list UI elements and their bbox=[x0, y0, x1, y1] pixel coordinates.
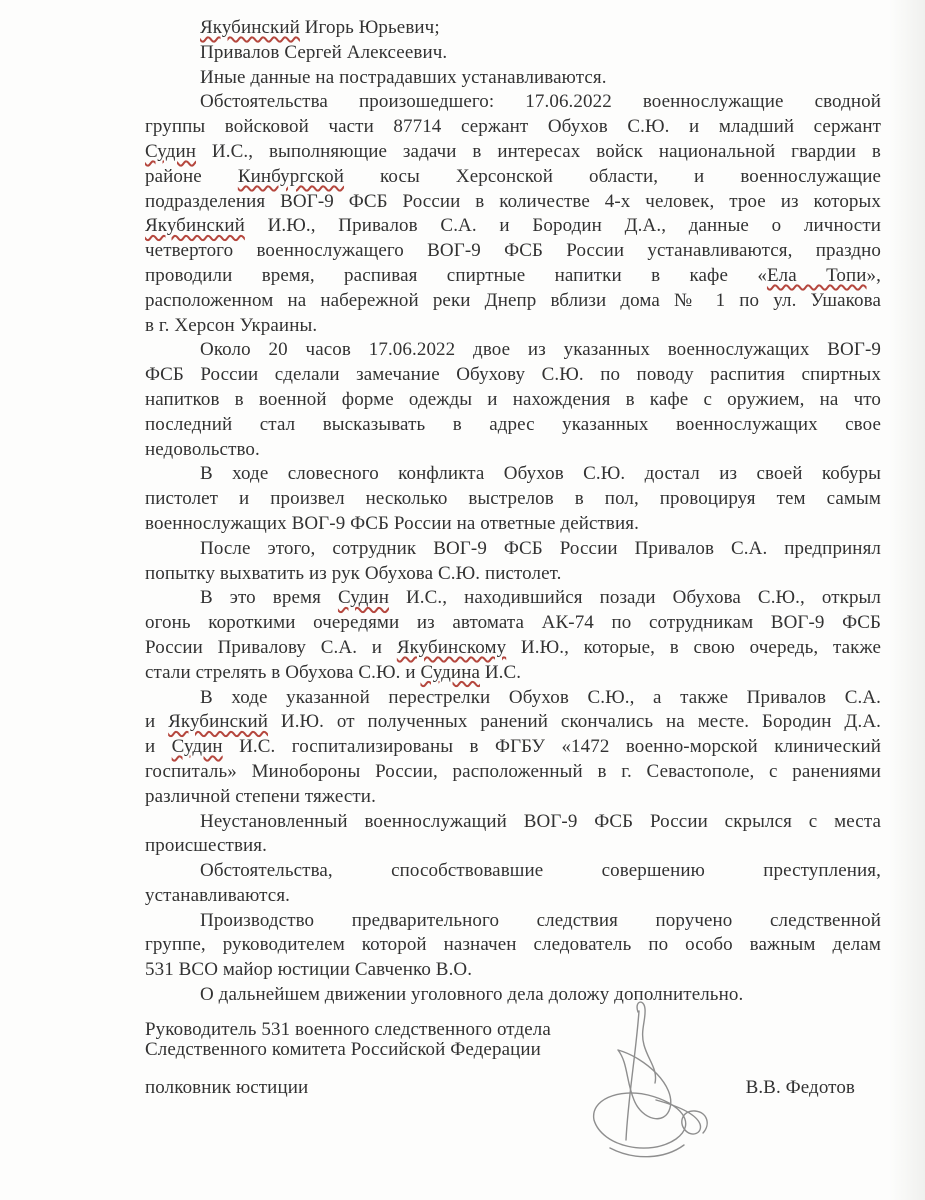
paragraph bbox=[145, 338, 881, 462]
text-line bbox=[145, 785, 881, 810]
text-line bbox=[145, 66, 881, 91]
misspelled-word: Судин bbox=[171, 736, 223, 758]
text-line bbox=[145, 760, 881, 785]
text-segment: последний стал высказывать в адрес указанных военнослужащих свое bbox=[145, 413, 881, 435]
text-segment: О дальнейшем движении уголовного дела доложу дополнительно. bbox=[200, 984, 744, 1006]
paragraph bbox=[145, 983, 881, 1008]
text-segment: четвертого военнослужащего ВОГ-9 ФСБ России устанавливаются, праздно bbox=[145, 240, 881, 262]
signatory-name: В.В. Федотов bbox=[745, 1077, 855, 1098]
text-line bbox=[145, 115, 881, 140]
paragraph bbox=[145, 859, 881, 909]
misspelled-word: Якубинскому bbox=[396, 636, 507, 658]
text-segment: расположенном на набережной реки Днепр вблизи дома № 1 по ул. Ушакова bbox=[145, 289, 881, 311]
paragraph bbox=[145, 810, 881, 860]
misspelled-word: Судин bbox=[145, 140, 197, 162]
text-segment: В ходе указанной перестрелки Обухов С.Ю., а также Привалов С.А. bbox=[200, 686, 881, 708]
text-segment: проводили время, распивая спиртные напитки в кафе « bbox=[145, 264, 767, 286]
text-line bbox=[145, 958, 881, 983]
text-segment: Игорь Юрьевич; bbox=[299, 17, 440, 38]
text-segment: районе bbox=[145, 165, 238, 187]
signatory-rank: полковник юстиции bbox=[145, 1077, 309, 1098]
text-line bbox=[145, 239, 881, 264]
text-line bbox=[145, 586, 881, 611]
text-line bbox=[145, 735, 881, 760]
text-line bbox=[145, 41, 881, 66]
text-segment: группе, руководителем которой назначен следователь по особо важным делам bbox=[145, 934, 881, 956]
text-segment: В ходе словесного конфликта Обухов С.Ю. достал из своей кобуры bbox=[200, 463, 881, 485]
paragraph bbox=[145, 41, 881, 66]
paragraph bbox=[145, 462, 881, 536]
text-segment: огонь короткими очередями из автомата АК-74 по сотрудникам ВОГ-9 ФСБ bbox=[145, 612, 881, 634]
signature-block bbox=[145, 1020, 881, 1098]
text-segment: косы Херсонской области, и военнослужащие bbox=[344, 165, 881, 187]
text-segment: Неустановленный военнослужащий ВОГ-9 ФСБ России скрылся с места bbox=[200, 810, 881, 832]
text-line bbox=[145, 661, 881, 686]
misspelled-word: Якубинский bbox=[145, 215, 245, 237]
misspelled-word: Судина bbox=[420, 661, 480, 683]
text-line bbox=[145, 487, 881, 512]
text-line bbox=[145, 810, 881, 835]
text-line bbox=[145, 562, 881, 587]
text-line bbox=[145, 983, 881, 1008]
paragraph bbox=[145, 66, 881, 91]
text-segment: После этого, сотрудник ВОГ-9 ФСБ России Привалов С.А. предпринял bbox=[200, 537, 881, 559]
text-segment: 531 ВСО майор юстиции Савченко В.О. bbox=[145, 959, 473, 981]
misspelled-word: Якубинский bbox=[168, 711, 269, 733]
text-line bbox=[145, 363, 881, 388]
text-segment: военнослужащих ВОГ-9 ФСБ России на ответные действия. bbox=[145, 512, 639, 534]
text-segment: И.С., выполняющие задачи в интересах войск национальной гвардии в bbox=[196, 140, 881, 162]
handwritten-signature-icon bbox=[576, 998, 730, 1162]
text-segment: группы войсковой части 87714 сержант Обухов С.Ю. и младший сержант bbox=[145, 116, 881, 138]
text-segment: », bbox=[866, 264, 881, 286]
paragraph bbox=[145, 686, 881, 810]
text-segment: России Привалову С.А. и bbox=[145, 636, 397, 658]
text-line bbox=[145, 338, 881, 363]
text-segment: госпиталь» Минобороны России, расположенный в г. Севастополе, с ранениями bbox=[145, 760, 881, 782]
text-segment: И.Ю., Привалов С.А. и Бородин Д.А., данные о личности bbox=[244, 215, 881, 237]
text-segment: напитков в военной форме одежды и нахождения в кафе с оружием, на что bbox=[145, 388, 881, 410]
text-segment: И.С. bbox=[480, 661, 522, 683]
signatory-title-line1: Руководитель 531 военного следственного отдела bbox=[145, 1019, 551, 1040]
text-line bbox=[145, 636, 881, 661]
text-line bbox=[145, 90, 881, 115]
text-segment: И.С. госпитализированы в ФГБУ «1472 военно-морской клинический bbox=[222, 736, 881, 758]
text-line bbox=[145, 165, 881, 190]
text-segment: И.Ю., которые, в свою очередь, также bbox=[506, 636, 881, 658]
text-segment: Обстоятельства, способствовавшие совершению преступления, bbox=[200, 860, 881, 882]
text-line bbox=[145, 909, 881, 934]
paragraph bbox=[145, 586, 881, 685]
paragraph bbox=[145, 909, 881, 983]
misspelled-word: Якубинский bbox=[200, 17, 300, 38]
text-segment: ФСБ России сделали замечание Обухову С.Ю. по поводу распития спиртных bbox=[145, 364, 881, 386]
paragraph bbox=[145, 16, 881, 41]
text-line bbox=[145, 388, 881, 413]
text-line bbox=[145, 214, 881, 239]
text-line bbox=[145, 438, 881, 463]
text-segment: недовольство. bbox=[145, 438, 260, 460]
text-line bbox=[145, 462, 881, 487]
scan-edge-shadow bbox=[889, 0, 925, 1200]
text-line bbox=[145, 884, 881, 909]
text-line bbox=[145, 16, 881, 41]
text-segment: Привалов Сергей Алексеевич. bbox=[200, 41, 448, 63]
text-line bbox=[145, 834, 881, 859]
text-line bbox=[145, 512, 881, 537]
misspelled-word: Судин bbox=[337, 587, 389, 609]
text-segment: подразделения ВОГ-9 ФСБ России в количестве 4-х человек, трое из которых bbox=[145, 190, 881, 212]
text-segment: Иные данные на пострадавших устанавливаются. bbox=[200, 66, 607, 88]
text-line bbox=[145, 859, 881, 884]
text-segment: и bbox=[145, 736, 172, 758]
text-segment: и bbox=[145, 711, 169, 733]
text-segment: попытку выхватить из рук Обухова С.Ю. пистолет. bbox=[145, 562, 562, 584]
text-line bbox=[145, 537, 881, 562]
text-line bbox=[145, 140, 881, 165]
text-segment: стали стрелять в Обухова С.Ю. и bbox=[145, 661, 421, 683]
text-line bbox=[145, 611, 881, 636]
paragraph bbox=[145, 537, 881, 587]
document-body bbox=[145, 16, 881, 1008]
text-line bbox=[145, 190, 881, 215]
misspelled-word: Кинбургской bbox=[237, 165, 345, 187]
signatory-title-line2: Следственного комитета Российской Федерации bbox=[145, 1039, 541, 1060]
paragraph bbox=[145, 90, 881, 338]
text-line bbox=[145, 289, 881, 314]
text-segment: Производство предварительного следствия поручено следственной bbox=[200, 909, 881, 931]
text-line bbox=[145, 933, 881, 958]
text-segment: И.С., находившийся позади Обухова С.Ю., открыл bbox=[388, 587, 882, 609]
misspelled-word: Ела Топи bbox=[766, 264, 867, 286]
text-line bbox=[145, 686, 881, 711]
text-segment: устанавливаются. bbox=[145, 884, 291, 906]
text-segment: Обстоятельства произошедшего: 17.06.2022 военнослужащие сводной bbox=[200, 91, 881, 113]
signatory-row bbox=[145, 1078, 881, 1098]
text-segment: Около 20 часов 17.06.2022 двое из указанных военнослужащих ВОГ-9 bbox=[200, 339, 881, 361]
text-segment: в г. Херсон Украины. bbox=[145, 314, 318, 336]
text-line bbox=[145, 314, 881, 339]
text-line bbox=[145, 264, 881, 289]
text-line bbox=[145, 413, 881, 438]
text-segment: В это время bbox=[200, 587, 338, 609]
text-line bbox=[145, 710, 881, 735]
text-segment: пистолет и произвел несколько выстрелов в пол, провоцируя тем самым bbox=[145, 488, 881, 510]
text-segment: различной степени тяжести. bbox=[145, 785, 376, 807]
text-segment: происшествия. bbox=[145, 835, 267, 857]
text-segment: И.Ю. от полученных ранений скончались на месте. Бородин Д.А. bbox=[268, 711, 881, 733]
